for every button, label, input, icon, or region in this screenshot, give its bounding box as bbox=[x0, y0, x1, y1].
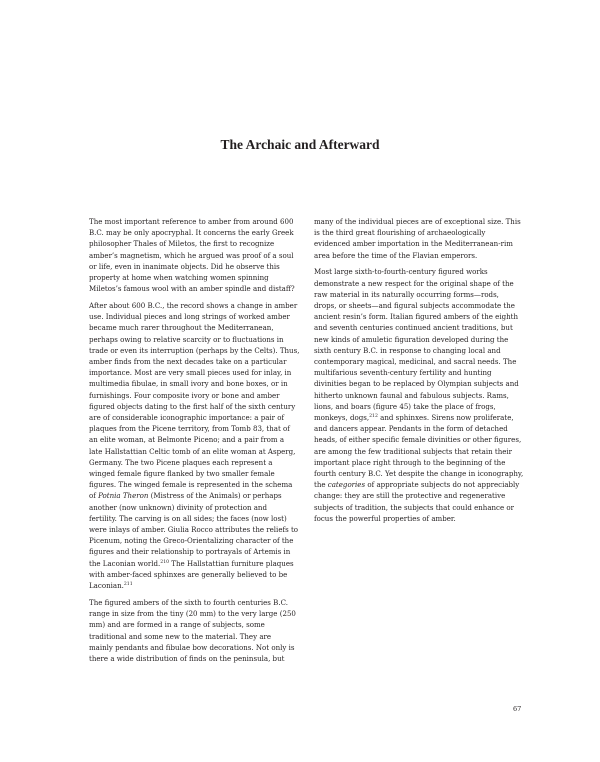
left-column bbox=[89, 216, 301, 670]
text-line: focus the powerful properties of amber. bbox=[314, 513, 456, 523]
text-line: and dancers appear. Pendants in the form of detached bbox=[314, 424, 508, 434]
text-line: late Hallstattian Celtic tomb of an elite woman at Asperg, bbox=[89, 446, 296, 456]
footnote-ref-211[interactable]: 211 bbox=[123, 582, 133, 588]
text-line: subjects of tradition, the subjects that could enhance or bbox=[314, 502, 515, 512]
text-line: lions, and boars (figure 45) take the place of frogs, bbox=[314, 401, 496, 411]
text-line: area before the time of the Flavian emperors. bbox=[314, 250, 478, 260]
text-fragment: of appropriate subjects do not appreciably bbox=[365, 480, 520, 490]
text-line: demonstrate a new respect for the original shape of the bbox=[314, 278, 514, 288]
text-line: change: they are still the protective and regenerative bbox=[314, 491, 506, 501]
paragraph-figured-ambers bbox=[89, 597, 301, 664]
text-line: After about 600 B.C., the record shows a change in amber bbox=[89, 301, 298, 311]
text-line: multimedia fibulae, in small ivory and bone boxes, or in bbox=[89, 379, 288, 389]
potnia-theron-term: Potnia Theron bbox=[98, 491, 149, 501]
text-line: another (now unknown) divinity of protection and bbox=[89, 502, 267, 512]
text-line bbox=[89, 490, 301, 501]
text-line: with amber-faced sphinxes are generally believed to be bbox=[89, 569, 288, 579]
text-line: figured objects dating to the first half of the sixth century bbox=[89, 401, 296, 411]
text-line: are of considerable iconographic importance: a pair of bbox=[89, 413, 285, 423]
paragraph-after-600bc bbox=[89, 300, 301, 591]
text-line: traditional and some new to the material. They are bbox=[89, 631, 272, 641]
text-line: Most large sixth-to-fourth-century figured works bbox=[314, 267, 488, 277]
text-line: figures. The winged female is represented in the schema bbox=[89, 480, 293, 490]
text-line: perhaps owing to relative scarcity or to fluctuations in bbox=[89, 334, 284, 344]
text-line: is the third great flourishing of archaeologically bbox=[314, 228, 486, 238]
text-line: trade or even its interruption (perhaps by the Celts). Thus, bbox=[89, 345, 300, 355]
text-line: mainly pendants and fibulae bow decorations. Not only is bbox=[89, 642, 295, 652]
text-line: The most important reference to amber from around 600 bbox=[89, 217, 294, 226]
text-line: raw material in its naturally occurring forms—rods, bbox=[314, 289, 499, 299]
text-line: range in size from the tiny (20 mm) to the very large (250 bbox=[89, 609, 296, 619]
page-number: 67 bbox=[513, 705, 522, 713]
text-line: ancient resin’s form. Italian figured ambers of the eighth bbox=[314, 312, 518, 322]
text-line: amber’s magnetism, which he argued was proof of a soul bbox=[89, 250, 294, 260]
text-line: Germany. The two Picene plaques each represent a bbox=[89, 457, 273, 467]
text-line: divinities began to be replaced by Olympian subjects and bbox=[314, 379, 519, 389]
text-line: there a wide distribution of finds on the peninsula, but bbox=[89, 653, 285, 663]
text-line: importance. Most are very small pieces used for inlay, in bbox=[89, 368, 292, 378]
text-line: philosopher Thales of Miletos, the first to recognize bbox=[89, 239, 275, 249]
text-line: mm) and are formed in a range of subjects, some bbox=[89, 620, 265, 630]
text-fragment: (Mistress of the Animals) or perhaps bbox=[148, 491, 282, 501]
text-line bbox=[89, 580, 301, 591]
text-line: heads, of either specific female divinities or other figures, bbox=[314, 435, 522, 445]
text-line: winged female figure flanked by two smaller female bbox=[89, 469, 275, 479]
paragraph-exceptional-size bbox=[314, 216, 526, 261]
text-line: became much rarer throughout the Mediterranean, bbox=[89, 323, 274, 333]
categories-term: categories bbox=[327, 480, 366, 490]
text-line: plaques from the Picene territory, from Tomb 83, that of bbox=[89, 424, 290, 434]
text-line bbox=[314, 479, 526, 490]
text-fragment: of bbox=[89, 491, 99, 501]
text-line: furnishings. Four composite ivory or bone and amber bbox=[89, 390, 280, 400]
text-line: fertility. The carving is on all sides; the faces (now lost) bbox=[89, 513, 287, 523]
text-line: B.C. may be only apocryphal. It concerns the early Greek bbox=[89, 228, 294, 238]
text-line: fourth century B.C. Yet despite the change in iconography, bbox=[314, 469, 524, 479]
text-line: were inlays of amber. Giulia Rocco attributes the reliefs to bbox=[89, 525, 299, 535]
page-title: The Archaic and Afterward bbox=[220, 137, 380, 152]
text-line: contemporary magical, medicinal, and sacral needs. The bbox=[314, 357, 517, 367]
text-line: sixth century B.C. in response to changing local and bbox=[314, 345, 501, 355]
text-fragment: monkeys, dogs, bbox=[314, 413, 370, 423]
text-fragment: Laconian. bbox=[89, 581, 124, 591]
text-line: are among the few traditional subjects that retain their bbox=[314, 446, 513, 456]
paragraph-sixth-to-fourth-century bbox=[314, 266, 526, 524]
text-line: drops, or sheets—and figural subjects accommodate the bbox=[314, 301, 515, 311]
text-line: evidenced amber importation in the Mediterranean-rim bbox=[314, 239, 513, 249]
text-line: many of the individual pieces are of exceptional size. This bbox=[314, 217, 521, 226]
text-line: property at home when watching women spinning bbox=[89, 273, 269, 283]
text-line: amber finds from the next decades take on a particular bbox=[89, 357, 287, 367]
text-line bbox=[89, 558, 301, 569]
text-line: figures and their relationship to portrayals of Artemis in bbox=[89, 547, 291, 557]
text-line: use. Individual pieces and long strings of worked amber bbox=[89, 312, 290, 322]
footnote-ref-210[interactable]: 210 bbox=[160, 559, 170, 565]
text-line: Miletos’s famous wool with an amber spindle and distaff? bbox=[89, 284, 295, 294]
text-line: or life, even in inanimate objects. Did he observe this bbox=[89, 261, 280, 271]
text-line: Picenum, noting the Greco-Orientalizing character of the bbox=[89, 536, 294, 546]
text-fragment: the bbox=[314, 480, 328, 490]
paragraph-thales bbox=[89, 216, 301, 294]
text-line: and seventh centuries continued ancient traditions, but bbox=[314, 323, 513, 333]
text-fragment: and sphinxes. Sirens now proliferate, bbox=[377, 413, 514, 423]
text-line: an elite woman, at Belmonte Piceno; and a pair from a bbox=[89, 435, 285, 445]
text-line: multifarious seventh-century fertility and hunting bbox=[314, 368, 492, 378]
footnote-ref-212[interactable]: 212 bbox=[369, 414, 378, 420]
text-line: new kinds of amuletic figuration developed during the bbox=[314, 334, 509, 344]
right-column bbox=[314, 216, 526, 530]
text-fragment: The Hallstattian furniture plaques bbox=[169, 558, 294, 568]
text-line: The figured ambers of the sixth to fourth centuries B.C. bbox=[89, 597, 288, 607]
text-line bbox=[314, 412, 526, 423]
text-line: important place right through to the beginning of the bbox=[314, 457, 506, 467]
text-line: hitherto unknown faunal and fabulous subjects. Rams, bbox=[314, 390, 509, 400]
text-fragment: the Laconian world. bbox=[89, 558, 161, 568]
